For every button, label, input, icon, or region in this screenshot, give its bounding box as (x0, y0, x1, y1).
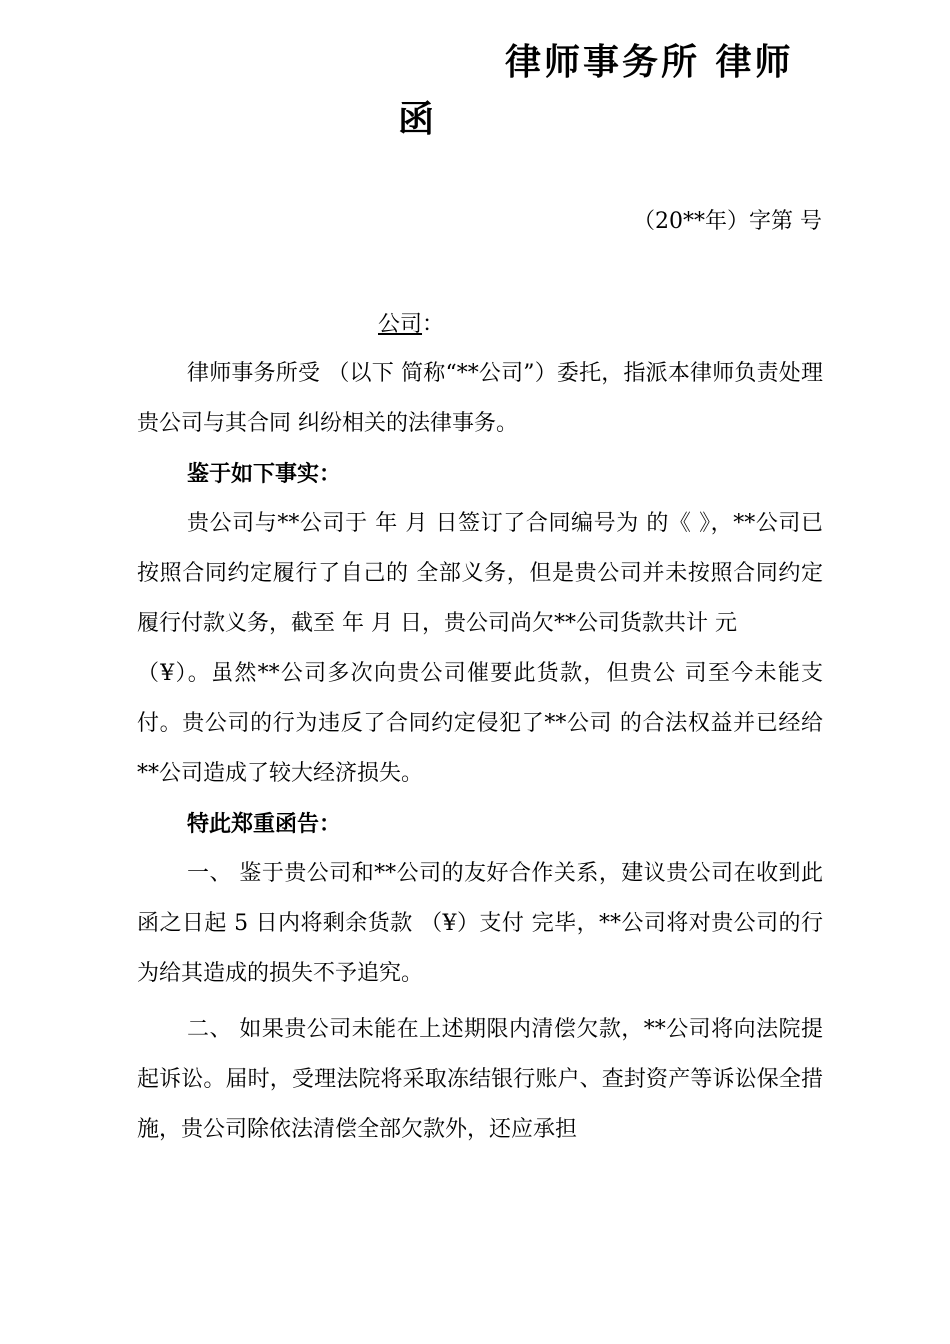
notice-heading: 特此郑重函告： (187, 811, 342, 837)
salutation-colon: ： (422, 312, 445, 337)
intro-paragraph: 律师事务所受 （以下 简称“**公司”）委托，指派本律师负责处理贵公司与其合同 纠纷相关的法律事务。 (137, 361, 823, 436)
addressee-company: 公司 (378, 312, 423, 337)
facts-paragraph-continued: （¥）。虽然**公司多次向贵公司催要此货款，但贵公 司至今未能支付。贵公司的行为违反了合同约定侵犯了**公司 的合法权益并已经给**公司造成了较大经济损失。 (137, 661, 823, 786)
notice-item-2: 二、 如果贵公司未能在上述期限内清偿欠款，**公司将向法院提起诉讼。届时，受理法院将采取冻结银行账户、查封资产等诉讼保全措施，贵公司除依法清偿全部欠款外，还应承担 (137, 1017, 823, 1142)
letter-body (137, 349, 823, 1155)
facts-paragraph: 贵公司与**公司于 年 月 日签订了合同编号为 的《 》，**公司已按照合同约定履行了自己的 全部义务，但是贵公司并未按照合同约定履行付款义务，截至 年 月 日，贵公司尚欠**公司货款共计 元 (137, 511, 823, 636)
facts-heading: 鉴于如下事实： (187, 461, 342, 487)
notice-item-1: 一、 鉴于贵公司和**公司的友好合作关系，建议贵公司在收到此函之日起 5 日内将剩余货款 （¥）支付 完毕，**公司将对贵公司的行为给其造成的损失不予追究。 (137, 861, 823, 986)
letter-title: 律师事务所 律师 (505, 42, 794, 83)
salutation (378, 309, 444, 341)
document-number: （20**年）字第 号 (633, 209, 822, 234)
letter-title-continued: 函 (398, 99, 435, 140)
